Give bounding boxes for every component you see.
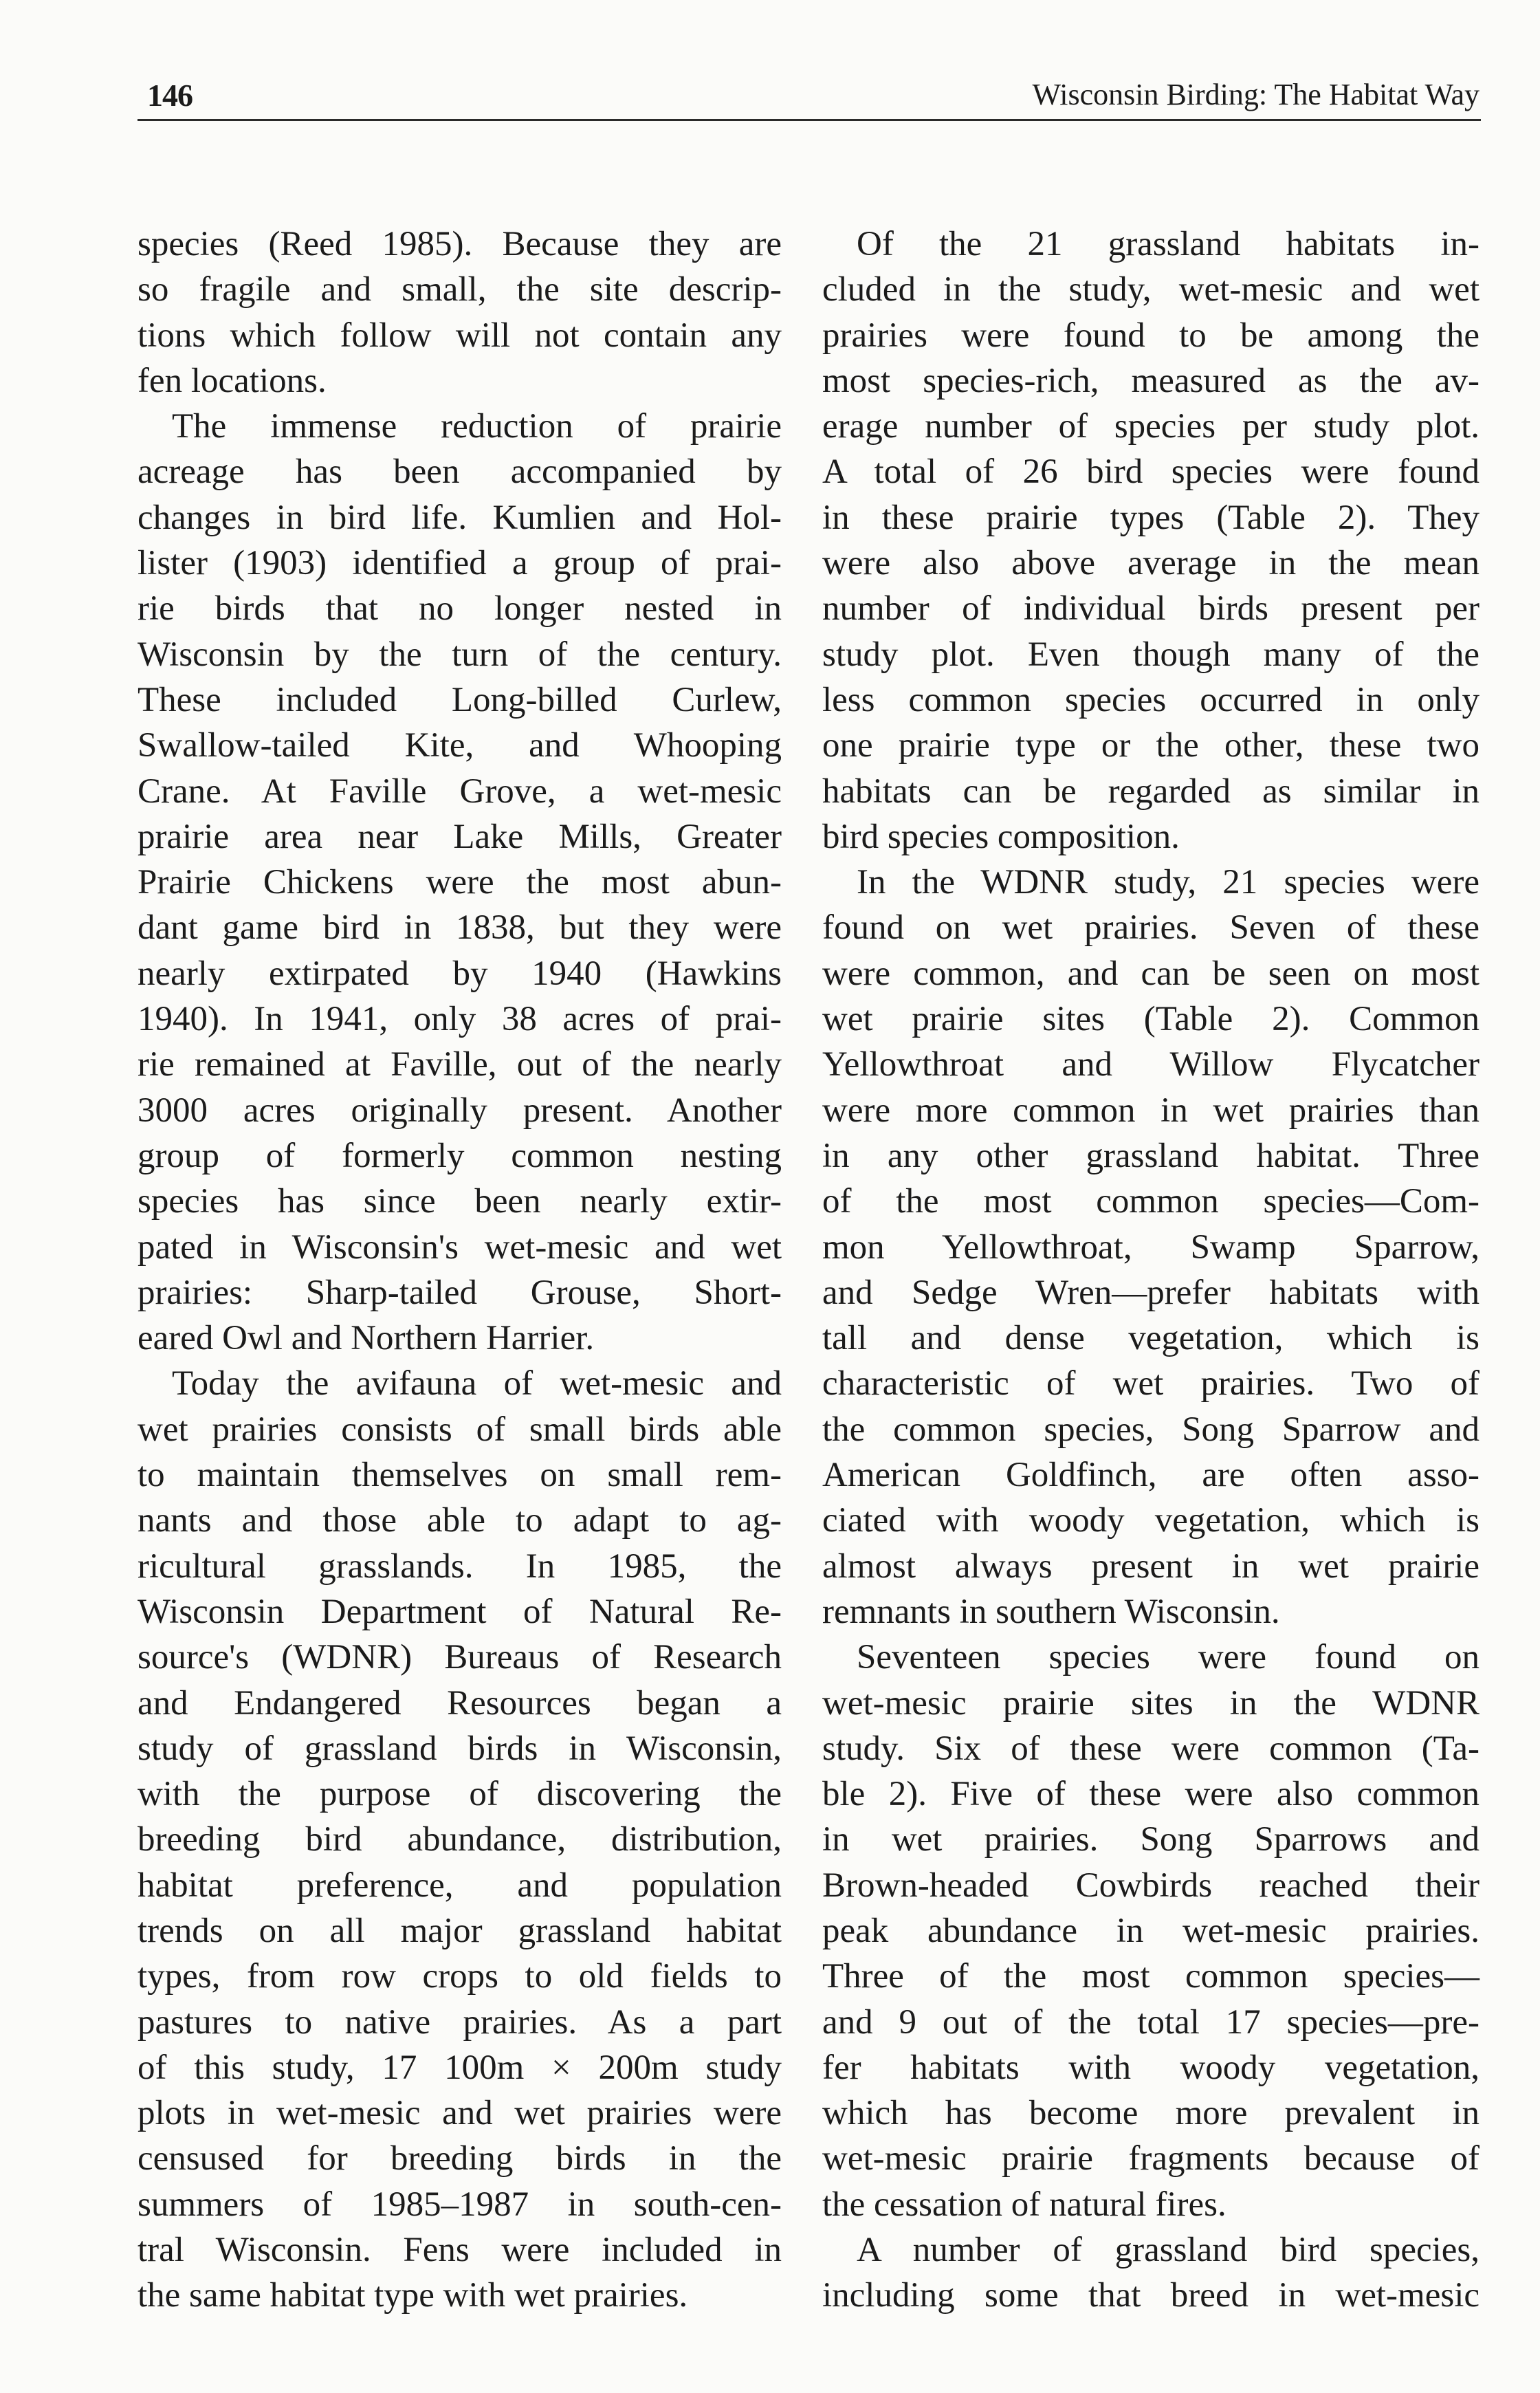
text-line: Wisconsin Department of Natural Re- <box>138 1592 782 1631</box>
text-line: the same habitat type with wet prairies. <box>138 2276 688 2315</box>
text-line: In the WDNR study, 21 species were <box>857 863 1480 902</box>
text-column-right <box>822 221 1480 2319</box>
text-line: including some that breed in wet-mesic <box>822 2276 1480 2315</box>
text-line: source's (WDNR) Bureaus of Research <box>138 1638 782 1677</box>
text-line: A number of grassland bird species, <box>857 2231 1480 2270</box>
header-rule <box>138 119 1481 121</box>
text-line: trends on all major grassland habitat <box>138 1911 782 1950</box>
paragraph <box>822 860 1480 1635</box>
text-line: nearly extirpated by 1940 (Hawkins <box>138 954 782 993</box>
text-line: cluded in the study, wet-mesic and wet <box>822 270 1480 309</box>
text-line: almost always present in wet prairie <box>822 1547 1480 1586</box>
text-line: ciated with woody vegetation, which is <box>822 1501 1480 1540</box>
text-line: Yellowthroat and Willow Flycatcher <box>822 1045 1480 1084</box>
text-line: which has become more prevalent in <box>822 2094 1480 2133</box>
text-line: wet-mesic prairie sites in the WDNR <box>822 1683 1480 1723</box>
text-line: prairies were found to be among the <box>822 316 1480 355</box>
text-line: Seventeen species were found on <box>857 1638 1480 1677</box>
text-line: censused for breeding birds in the <box>138 2139 782 2178</box>
text-line: species has since been nearly extir- <box>138 1182 782 1221</box>
text-line: plots in wet-mesic and wet prairies were <box>138 2094 782 2133</box>
text-line: in wet prairies. Song Sparrows and <box>822 1820 1480 1859</box>
text-line: Of the 21 grassland habitats in- <box>857 225 1480 263</box>
paragraph <box>138 404 782 1361</box>
text-line: acreage has been accompanied by <box>138 452 782 492</box>
text-line: found on wet prairies. Seven of these <box>822 908 1480 948</box>
paragraph <box>822 2227 1480 2319</box>
text-line: rie birds that no longer nested in <box>138 589 782 629</box>
paragraph <box>822 221 1480 860</box>
text-line: were more common in wet prairies than <box>822 1091 1480 1130</box>
text-line: tral Wisconsin. Fens were included in <box>138 2231 782 2270</box>
text-line: 1940). In 1941, only 38 acres of prai- <box>138 1000 782 1039</box>
text-line: summers of 1985–1987 in south-cen- <box>138 2185 782 2224</box>
text-line: study of grassland birds in Wisconsin, <box>138 1729 782 1768</box>
text-line: Swallow-tailed Kite, and Whooping <box>138 726 782 765</box>
text-line: study. Six of these were common (Ta- <box>822 1729 1480 1768</box>
text-line: tall and dense vegetation, which is <box>822 1319 1480 1358</box>
running-title: Wisconsin Birding: The Habitat Way <box>1032 78 1480 111</box>
text-line: of the most common species—Com- <box>822 1182 1480 1221</box>
text-line: the common species, Song Sparrow and <box>822 1410 1480 1449</box>
text-line: tions which follow will not contain any <box>138 316 782 355</box>
text-line: pated in Wisconsin's wet-mesic and wet <box>138 1227 782 1267</box>
text-line: American Goldfinch, are often asso- <box>822 1456 1480 1495</box>
text-line: in these prairie types (Table 2). They <box>822 498 1480 537</box>
text-line: wet prairies consists of small birds able <box>138 1410 782 1449</box>
text-line: nants and those able to adapt to ag- <box>138 1501 782 1540</box>
text-line: wet-mesic prairie fragments because of <box>822 2139 1480 2178</box>
text-line: ricultural grasslands. In 1985, the <box>138 1547 782 1586</box>
text-line: ble 2). Five of these were also common <box>822 1775 1480 1814</box>
text-line: fer habitats with woody vegetation, <box>822 2048 1480 2087</box>
text-line: lister (1903) identified a group of prai- <box>138 544 782 583</box>
text-line: and Sedge Wren—prefer habitats with <box>822 1273 1480 1312</box>
text-line: in any other grassland habitat. Three <box>822 1136 1480 1175</box>
text-line: erage number of species per study plot. <box>822 407 1480 446</box>
text-line: the cessation of natural fires. <box>822 2185 1226 2224</box>
text-line: study plot. Even though many of the <box>822 635 1480 674</box>
text-line: Crane. At Faville Grove, a wet-mesic <box>138 772 782 811</box>
text-line: Prairie Chickens were the most abun- <box>138 863 782 902</box>
text-line: with the purpose of discovering the <box>138 1775 782 1814</box>
text-line: bird species composition. <box>822 817 1180 856</box>
text-line: types, from row crops to old fields to <box>138 1957 782 1996</box>
paragraph <box>138 221 782 404</box>
text-line: pastures to native prairies. As a part <box>138 2002 782 2042</box>
paragraph <box>138 1361 782 2318</box>
text-line: fen locations. <box>138 361 327 400</box>
text-line: mon Yellowthroat, Swamp Sparrow, <box>822 1227 1480 1267</box>
text-line: and 9 out of the total 17 species—pre- <box>822 2002 1480 2042</box>
text-line: These included Long-billed Curlew, <box>138 680 782 719</box>
text-line: dant game bird in 1838, but they were <box>138 908 782 948</box>
text-line: prairies: Sharp-tailed Grouse, Short- <box>138 1273 782 1312</box>
text-line: rie remained at Faville, out of the nearly <box>138 1045 782 1084</box>
text-line: changes in bird life. Kumlien and Hol- <box>138 498 782 537</box>
text-line: habitats can be regarded as similar in <box>822 772 1480 811</box>
text-line: remnants in southern Wisconsin. <box>822 1592 1280 1631</box>
page-number: 146 <box>147 78 192 113</box>
paragraph <box>822 1635 1480 2227</box>
text-line: so fragile and small, the site descrip- <box>138 270 782 309</box>
text-line: were also above average in the mean <box>822 544 1480 583</box>
text-line: number of individual birds present per <box>822 589 1480 629</box>
text-line: and Endangered Resources began a <box>138 1683 782 1723</box>
text-line: species (Reed 1985). Because they are <box>138 225 782 263</box>
text-line: A total of 26 bird species were found <box>822 452 1480 492</box>
text-line: to maintain themselves on small rem- <box>138 1456 782 1495</box>
text-line: Wisconsin by the turn of the century. <box>138 635 782 674</box>
text-line: wet prairie sites (Table 2). Common <box>822 1000 1480 1039</box>
text-line: 3000 acres originally present. Another <box>138 1091 782 1130</box>
text-line: Three of the most common species— <box>822 1957 1480 1996</box>
text-line: habitat preference, and population <box>138 1866 782 1905</box>
text-line: were common, and can be seen on most <box>822 954 1480 993</box>
text-column-left <box>138 221 782 2319</box>
text-line: one prairie type or the other, these two <box>822 726 1480 765</box>
text-line: The immense reduction of prairie <box>172 407 782 446</box>
text-line: most species-rich, measured as the av- <box>822 361 1480 400</box>
text-line: Brown-headed Cowbirds reached their <box>822 1866 1480 1905</box>
text-line: less common species occurred in only <box>822 680 1480 719</box>
text-line: breeding bird abundance, distribution, <box>138 1820 782 1859</box>
text-line: of this study, 17 100m × 200m study <box>138 2048 782 2087</box>
text-line: prairie area near Lake Mills, Greater <box>138 817 782 856</box>
text-line: peak abundance in wet-mesic prairies. <box>822 1911 1480 1950</box>
text-line: characteristic of wet prairies. Two of <box>822 1364 1480 1403</box>
text-line: Today the avifauna of wet-mesic and <box>172 1364 782 1403</box>
text-line: eared Owl and Northern Harrier. <box>138 1319 595 1358</box>
text-line: group of formerly common nesting <box>138 1136 782 1175</box>
